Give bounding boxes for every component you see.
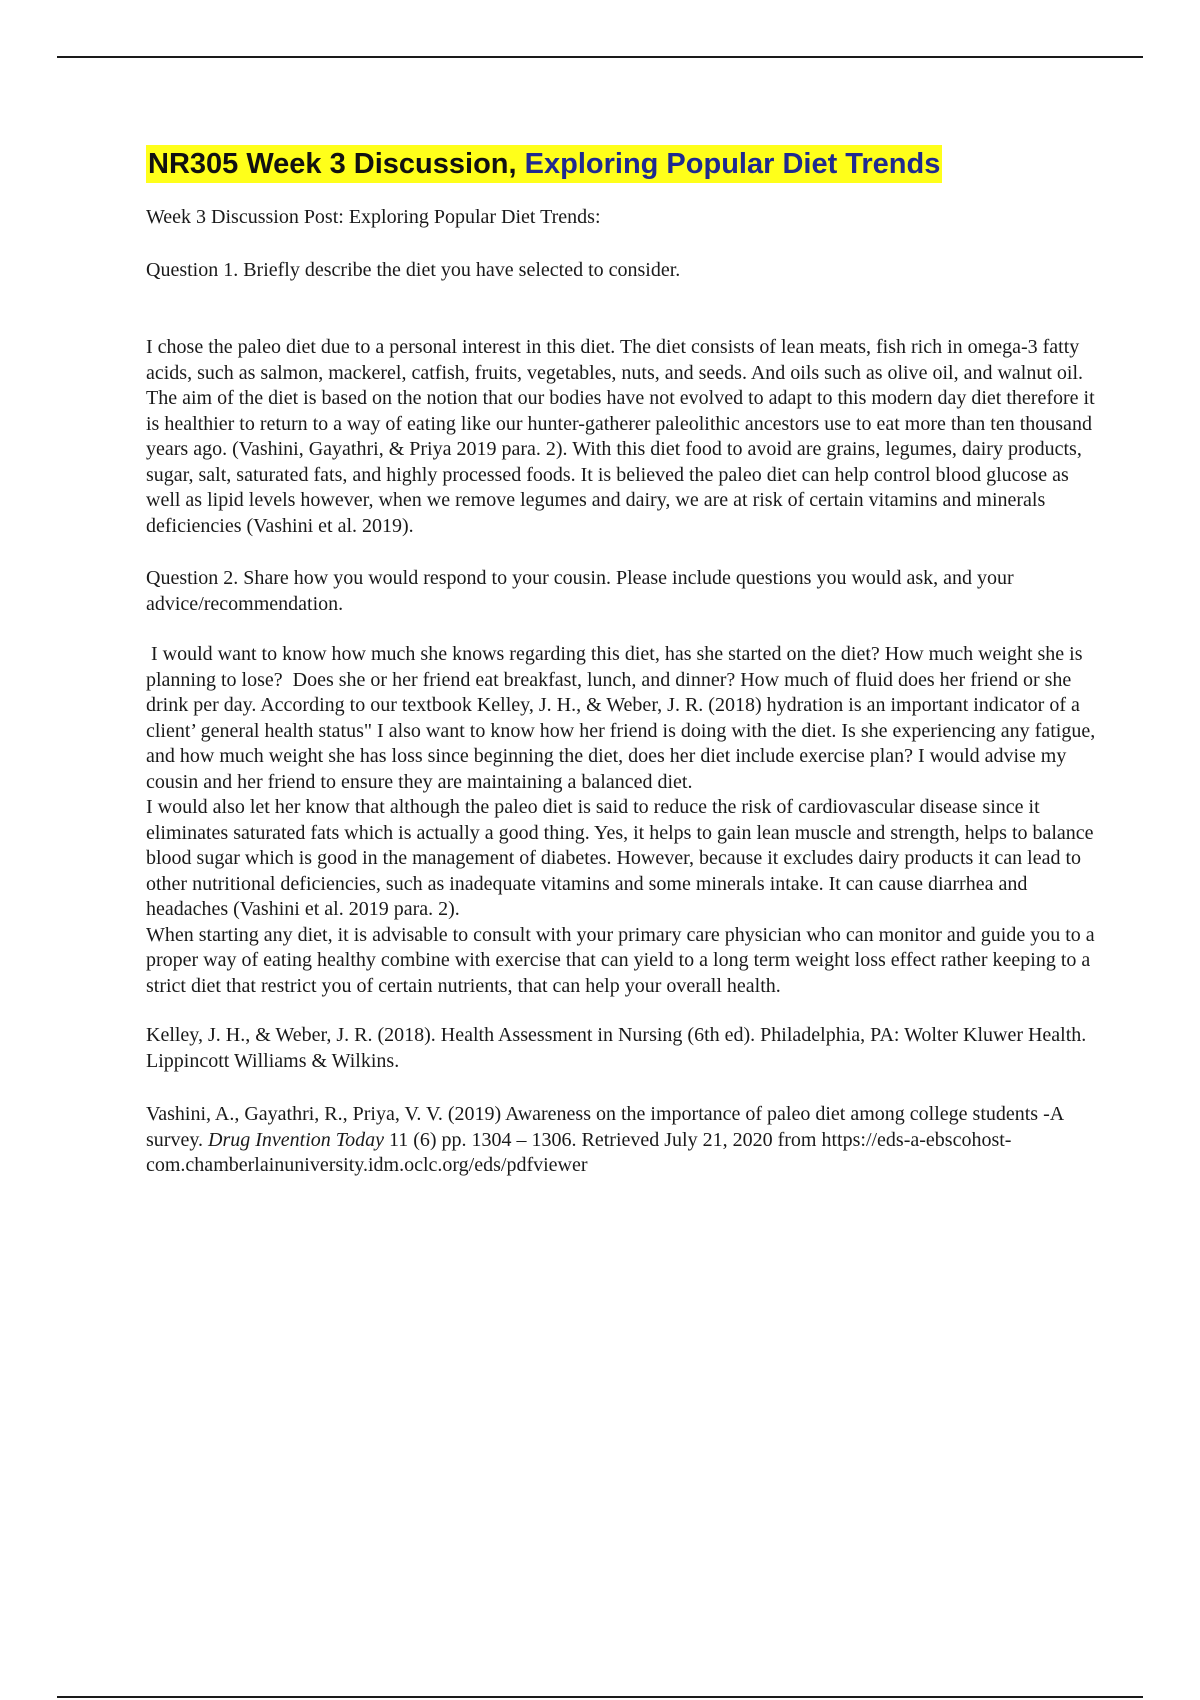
title-topic: Exploring Popular Diet Trends — [524, 148, 941, 180]
question-2: Question 2. Share how you would respond to your cousin. Please include questions you would ask, and your advice/recommendation. — [146, 567, 1014, 615]
reference-vashini-details: 11 (6) pp. 1304 – 1306. Retrieved July 21, 2020 from https://eds-a-ebscohost-com.chamberlainuniversity.idm.oclc.org/eds/pdfviewer — [146, 1128, 1012, 1176]
answer-2-paragraph-1: I would want to know how much she knows regarding this diet, has she started on the diet? How much weight she is planning to lose? Does she or her friend eat breakfast, lunch, and dinner? How much of fluid does her friend or she drink per day. According to our textbook Kelley, J. H., & Weber, J. R. (2018) hydration is an important indicator of a client’ general health status" I also want to know how her friend is doing with the diet. Is she experiencing any fatigue, and how much weight she has loss since beginning the diet, does her diet include exercise plan? I would advise my cousin and her friend to ensure they are maintaining a balanced diet. — [146, 643, 1101, 793]
answer-1: I chose the paleo diet due to a personal interest in this diet. The diet consists of lean meats, fish rich in omega-3 fatty acids, such as salmon, mackerel, catfish, fruits, vegetables, nuts, and seeds. And oils such as olive oil, and walnut oil. The aim of the diet is based on the notion that our bodies have not evolved to adapt to this modern day diet therefore it is healthier to return to a way of eating like our hunter-gatherer paleolithic ancestors use to eat more than ten thousand years ago. (Vashini, Gayathri, & Priya 2019 para. 2). With this diet food to avoid are grains, legumes, dairy products, sugar, salt, saturated fats, and highly processed foods. It is believed the paleo diet can help control blood glucose as well as lipid levels however, when we remove legumes and dairy, we are at risk of certain vitamins and minerals deficiencies (Vashini et al. 2019). — [146, 336, 1095, 537]
title-course: NR305 Week 3 Discussion, — [148, 148, 525, 180]
question-1: Question 1. Briefly describe the diet you have selected to consider. — [146, 258, 681, 281]
reference-vashini-authors: Vashini, A., Gayathri, R., Priya, V. V. (2019) Awareness on the importance of paleo diet among college students -A survey. — [146, 1103, 1064, 1151]
document-title — [146, 145, 942, 183]
bottom-rule — [57, 1696, 1143, 1698]
reference-vashini-journal: Drug Invention Today — [208, 1128, 384, 1151]
answer-2-paragraph-2: I would also let her know that although the paleo diet is said to reduce the risk of cardiovascular disease since it eliminates saturated fats which is actually a good thing. Yes, it helps to gain lean muscle and strength, helps to balance blood sugar which is good in the management of diabetes. However, because it excludes dairy products it can lead to other nutritional deficiencies, such as inadequate vitamins and some minerals intake. It can cause diarrhea and headaches (Vashini et al. 2019 para. 2). — [146, 796, 1094, 920]
answer-2-paragraph-3: When starting any diet, it is advisable to consult with your primary care physician who can monitor and guide you to a proper way of eating healthy combine with exercise that can yield to a long term weight loss effect rather keeping to a strict diet that restrict you of certain nutrients, that can help your overall health. — [146, 923, 1095, 997]
document-page — [146, 145, 1101, 1179]
post-subtitle: Week 3 Discussion Post: Exploring Popular Diet Trends: — [146, 206, 601, 228]
reference-kelley: Kelley, J. H., & Weber, J. R. (2018). Health Assessment in Nursing (6th ed). Philadelphia, PA: Wolter Kluwer Health. Lippincott Williams & Wilkins. — [146, 1024, 1087, 1072]
reference-vashini — [146, 1102, 1096, 1179]
top-rule — [57, 56, 1143, 58]
